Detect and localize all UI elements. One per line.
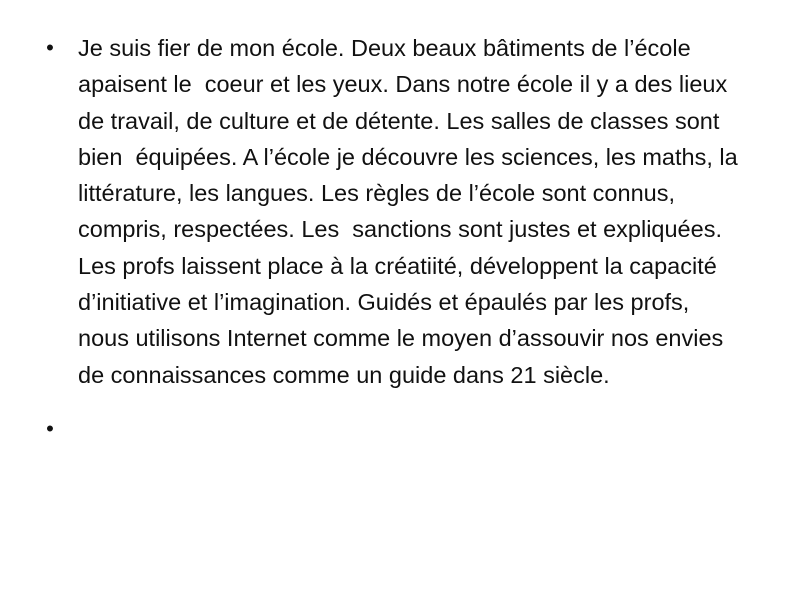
bullet-list [40, 30, 745, 447]
bullet-item-empty [40, 411, 740, 447]
bullet-point-icon: • [46, 35, 54, 60]
bullet-item-paragraph [40, 30, 745, 393]
bullet-text: Je suis fier de mon école. Deux beaux bâtiments de l’école apaisent le coeur et les yeux. Dans notre école il y a des lieux de travail, de culture et de détente. Les salles de classes sont bien équipées. A l’école je découvre les sciences, les maths, la littérature, les langues. Les règles de l’école sont connus, compris, respectées. Les sanctions sont justes et expliquées. Les profs laissent place à la créatiité, développent la capacité d’initiative et l’imagination. Guidés et épaulés par les profs, nous utilisons Internet comme le moyen d’assouvir nos envies de connaissances comme un guide dans 21 siècle. [78, 35, 745, 388]
bullet-point-icon: • [46, 415, 54, 441]
